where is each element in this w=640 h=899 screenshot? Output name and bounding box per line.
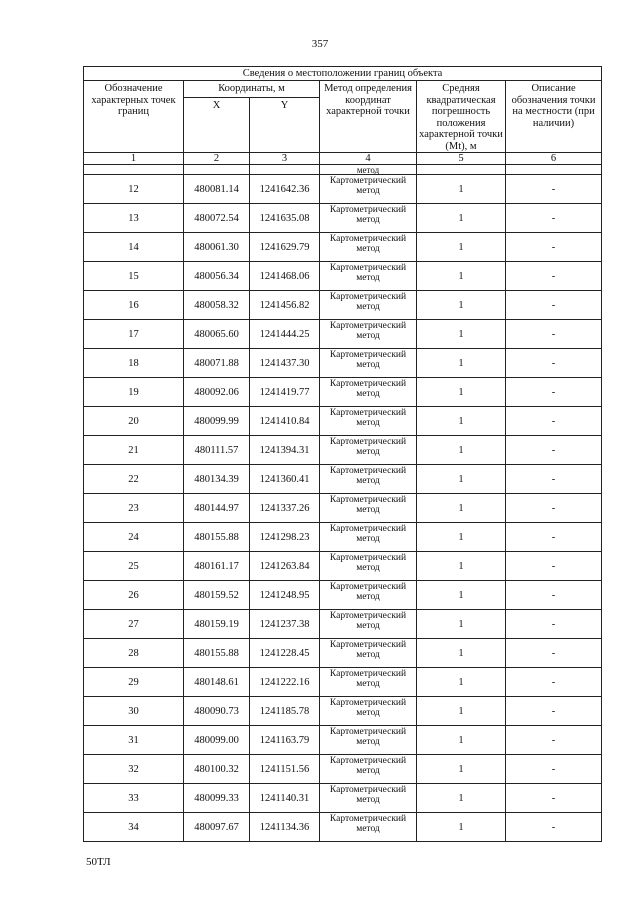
description-cell: - — [506, 581, 602, 610]
header-x: X — [184, 98, 250, 153]
method-cell: Картометрический метод — [320, 668, 417, 697]
description-cell: - — [506, 755, 602, 784]
table-row — [84, 175, 602, 204]
y-coordinate-cell: 1241228.45 — [250, 639, 320, 668]
description-cell: - — [506, 436, 602, 465]
method-cell: Картометрический метод — [320, 581, 417, 610]
x-coordinate-cell: 480058.32 — [184, 291, 250, 320]
boundary-points-table — [83, 66, 602, 842]
header-accuracy: Средняя квадратическая погрешность положения характерной точки (Mt), м — [417, 81, 506, 153]
method-cell: Картометрический метод — [320, 813, 417, 842]
method-cell: Картометрический метод — [320, 291, 417, 320]
accuracy-cell: 1 — [417, 262, 506, 291]
point-id-cell: 21 — [84, 436, 184, 465]
table-row — [84, 378, 602, 407]
empty-cell — [184, 165, 250, 175]
accuracy-cell: 1 — [417, 494, 506, 523]
description-cell: - — [506, 494, 602, 523]
method-cell: Картометрический метод — [320, 320, 417, 349]
point-id-cell: 31 — [84, 726, 184, 755]
column-number: 4 — [320, 153, 417, 165]
method-cell: Картометрический метод — [320, 639, 417, 668]
accuracy-cell: 1 — [417, 407, 506, 436]
y-coordinate-cell: 1241185.78 — [250, 697, 320, 726]
table-row — [84, 552, 602, 581]
description-cell: - — [506, 233, 602, 262]
accuracy-cell: 1 — [417, 291, 506, 320]
accuracy-cell: 1 — [417, 639, 506, 668]
point-id-cell: 19 — [84, 378, 184, 407]
x-coordinate-cell: 480092.06 — [184, 378, 250, 407]
x-coordinate-cell: 480100.32 — [184, 755, 250, 784]
point-id-cell: 30 — [84, 697, 184, 726]
x-coordinate-cell: 480099.33 — [184, 784, 250, 813]
table-row — [84, 639, 602, 668]
table-row — [84, 755, 602, 784]
point-id-cell: 24 — [84, 523, 184, 552]
y-coordinate-cell: 1241263.84 — [250, 552, 320, 581]
y-coordinate-cell: 1241410.84 — [250, 407, 320, 436]
point-id-cell: 25 — [84, 552, 184, 581]
method-cell: Картометрический метод — [320, 494, 417, 523]
description-cell: - — [506, 784, 602, 813]
table-row — [84, 668, 602, 697]
column-number: 3 — [250, 153, 320, 165]
method-cell: Картометрический метод — [320, 349, 417, 378]
point-id-cell: 29 — [84, 668, 184, 697]
point-id-cell: 33 — [84, 784, 184, 813]
x-coordinate-cell: 480159.19 — [184, 610, 250, 639]
y-coordinate-cell: 1241248.95 — [250, 581, 320, 610]
table-row — [84, 233, 602, 262]
y-coordinate-cell: 1241419.77 — [250, 378, 320, 407]
accuracy-cell: 1 — [417, 697, 506, 726]
description-cell: - — [506, 465, 602, 494]
point-id-cell: 18 — [84, 349, 184, 378]
method-cell: Картометрический метод — [320, 697, 417, 726]
x-coordinate-cell: 480056.34 — [184, 262, 250, 291]
method-cell: Картометрический метод — [320, 204, 417, 233]
y-coordinate-cell: 1241237.38 — [250, 610, 320, 639]
column-number: 2 — [184, 153, 250, 165]
table-row — [84, 813, 602, 842]
table-row — [84, 291, 602, 320]
column-number: 6 — [506, 153, 602, 165]
x-coordinate-cell: 480099.99 — [184, 407, 250, 436]
description-cell: - — [506, 813, 602, 842]
column-numbers-row — [84, 153, 602, 165]
accuracy-cell: 1 — [417, 320, 506, 349]
x-coordinate-cell: 480111.57 — [184, 436, 250, 465]
description-cell: - — [506, 639, 602, 668]
point-id-cell: 15 — [84, 262, 184, 291]
method-cell: Картометрический метод — [320, 784, 417, 813]
accuracy-cell: 1 — [417, 755, 506, 784]
x-coordinate-cell: 480065.60 — [184, 320, 250, 349]
y-coordinate-cell: 1241437.30 — [250, 349, 320, 378]
method-cell: Картометрический метод — [320, 407, 417, 436]
y-coordinate-cell: 1241134.36 — [250, 813, 320, 842]
y-coordinate-cell: 1241360.41 — [250, 465, 320, 494]
point-id-cell: 23 — [84, 494, 184, 523]
accuracy-cell: 1 — [417, 813, 506, 842]
table-row — [84, 494, 602, 523]
y-coordinate-cell: 1241394.31 — [250, 436, 320, 465]
x-coordinate-cell: 480061.30 — [184, 233, 250, 262]
point-id-cell: 17 — [84, 320, 184, 349]
description-cell: - — [506, 610, 602, 639]
description-cell: - — [506, 552, 602, 581]
description-cell: - — [506, 262, 602, 291]
x-coordinate-cell: 480099.00 — [184, 726, 250, 755]
accuracy-cell: 1 — [417, 581, 506, 610]
accuracy-cell: 1 — [417, 436, 506, 465]
point-id-cell: 27 — [84, 610, 184, 639]
description-cell: - — [506, 378, 602, 407]
table-caption: Сведения о местоположении границ объекта — [84, 67, 602, 81]
table-row — [84, 581, 602, 610]
description-cell: - — [506, 291, 602, 320]
y-coordinate-cell: 1241298.23 — [250, 523, 320, 552]
x-coordinate-cell: 480161.17 — [184, 552, 250, 581]
method-cell: Картометрический метод — [320, 755, 417, 784]
method-cell: Картометрический метод — [320, 610, 417, 639]
accuracy-cell: 1 — [417, 378, 506, 407]
x-coordinate-cell: 480072.54 — [184, 204, 250, 233]
point-id-cell: 14 — [84, 233, 184, 262]
y-coordinate-cell: 1241468.06 — [250, 262, 320, 291]
description-cell: - — [506, 697, 602, 726]
table-row — [84, 320, 602, 349]
method-cell: Картометрический метод — [320, 233, 417, 262]
accuracy-cell: 1 — [417, 175, 506, 204]
continuation-method: метод — [320, 165, 417, 175]
accuracy-cell: 1 — [417, 349, 506, 378]
method-cell: Картометрический метод — [320, 552, 417, 581]
description-cell: - — [506, 204, 602, 233]
continuation-row — [84, 165, 602, 175]
header-designation: Обозначение характерных точек границ — [84, 81, 184, 153]
header-method: Метод определения координат характерной точки — [320, 81, 417, 153]
method-cell: Картометрический метод — [320, 465, 417, 494]
accuracy-cell: 1 — [417, 523, 506, 552]
table-row — [84, 407, 602, 436]
accuracy-cell: 1 — [417, 726, 506, 755]
description-cell: - — [506, 320, 602, 349]
accuracy-cell: 1 — [417, 668, 506, 697]
point-id-cell: 13 — [84, 204, 184, 233]
table-row — [84, 204, 602, 233]
column-number: 5 — [417, 153, 506, 165]
method-cell: Картометрический метод — [320, 175, 417, 204]
point-id-cell: 12 — [84, 175, 184, 204]
method-cell: Картометрический метод — [320, 436, 417, 465]
table-row — [84, 465, 602, 494]
x-coordinate-cell: 480148.61 — [184, 668, 250, 697]
x-coordinate-cell: 480134.39 — [184, 465, 250, 494]
table-row — [84, 262, 602, 291]
method-cell: Картометрический метод — [320, 726, 417, 755]
accuracy-cell: 1 — [417, 552, 506, 581]
x-coordinate-cell: 480159.52 — [184, 581, 250, 610]
table-row — [84, 784, 602, 813]
point-id-cell: 28 — [84, 639, 184, 668]
accuracy-cell: 1 — [417, 610, 506, 639]
empty-cell — [506, 165, 602, 175]
y-coordinate-cell: 1241140.31 — [250, 784, 320, 813]
table-row — [84, 697, 602, 726]
point-id-cell: 34 — [84, 813, 184, 842]
description-cell: - — [506, 523, 602, 552]
method-cell: Картометрический метод — [320, 378, 417, 407]
point-id-cell: 26 — [84, 581, 184, 610]
description-cell: - — [506, 668, 602, 697]
y-coordinate-cell: 1241222.16 — [250, 668, 320, 697]
table-row — [84, 436, 602, 465]
empty-cell — [250, 165, 320, 175]
header-coordinates: Координаты, м — [184, 81, 320, 98]
description-cell: - — [506, 349, 602, 378]
point-id-cell: 32 — [84, 755, 184, 784]
description-cell: - — [506, 726, 602, 755]
x-coordinate-cell: 480144.97 — [184, 494, 250, 523]
document-code: 50ТЛ — [86, 856, 111, 868]
x-coordinate-cell: 480097.67 — [184, 813, 250, 842]
description-cell: - — [506, 175, 602, 204]
empty-cell — [84, 165, 184, 175]
point-id-cell: 20 — [84, 407, 184, 436]
page-number: 357 — [311, 38, 329, 50]
accuracy-cell: 1 — [417, 233, 506, 262]
y-coordinate-cell: 1241642.36 — [250, 175, 320, 204]
y-coordinate-cell: 1241163.79 — [250, 726, 320, 755]
x-coordinate-cell: 480090.73 — [184, 697, 250, 726]
table-row — [84, 610, 602, 639]
header-y: Y — [250, 98, 320, 153]
accuracy-cell: 1 — [417, 465, 506, 494]
y-coordinate-cell: 1241635.08 — [250, 204, 320, 233]
table-row — [84, 523, 602, 552]
point-id-cell: 16 — [84, 291, 184, 320]
accuracy-cell: 1 — [417, 784, 506, 813]
y-coordinate-cell: 1241444.25 — [250, 320, 320, 349]
y-coordinate-cell: 1241629.79 — [250, 233, 320, 262]
x-coordinate-cell: 480155.88 — [184, 523, 250, 552]
table-row — [84, 726, 602, 755]
y-coordinate-cell: 1241456.82 — [250, 291, 320, 320]
x-coordinate-cell: 480155.88 — [184, 639, 250, 668]
column-number: 1 — [84, 153, 184, 165]
accuracy-cell: 1 — [417, 204, 506, 233]
empty-cell — [417, 165, 506, 175]
y-coordinate-cell: 1241337.26 — [250, 494, 320, 523]
description-cell: - — [506, 407, 602, 436]
x-coordinate-cell: 480071.88 — [184, 349, 250, 378]
header-description: Описание обозначения точки на местности (при наличии) — [506, 81, 602, 153]
method-cell: Картометрический метод — [320, 523, 417, 552]
point-id-cell: 22 — [84, 465, 184, 494]
table-row — [84, 349, 602, 378]
x-coordinate-cell: 480081.14 — [184, 175, 250, 204]
method-cell: Картометрический метод — [320, 262, 417, 291]
y-coordinate-cell: 1241151.56 — [250, 755, 320, 784]
